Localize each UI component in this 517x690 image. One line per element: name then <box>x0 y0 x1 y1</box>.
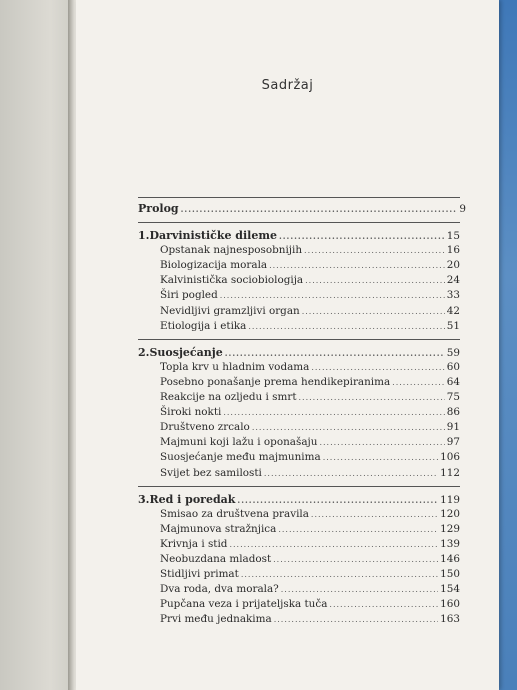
leader-dots <box>304 243 445 258</box>
leader-dots <box>274 612 438 627</box>
section-entry <box>138 537 460 552</box>
section-page: 24 <box>446 274 460 287</box>
leader-dots <box>278 522 438 537</box>
leader-dots <box>279 229 445 244</box>
chapter-group <box>138 223 460 339</box>
section-title: Krivnja i stid <box>160 537 228 550</box>
section-page: 42 <box>446 304 460 317</box>
leader-dots <box>323 450 438 465</box>
section-page: 120 <box>440 507 460 520</box>
chapter-heading <box>138 345 460 360</box>
section-title: Široki nokti <box>160 406 222 419</box>
leader-dots <box>229 537 438 552</box>
chapter-number: 1. <box>138 229 150 243</box>
section-entry <box>138 507 460 522</box>
section-page: 97 <box>446 436 460 449</box>
leader-dots <box>248 319 444 334</box>
chapter-page: 59 <box>446 346 460 359</box>
table-of-contents <box>138 197 466 632</box>
section-title: Etiologija i etika <box>160 319 247 332</box>
section-page: 154 <box>440 583 460 596</box>
section-entry <box>138 304 460 319</box>
section-entry <box>138 582 460 597</box>
section-title: Reakcije na ozljedu i smrt <box>160 391 297 404</box>
leader-dots <box>319 435 444 450</box>
leader-dots <box>311 507 438 522</box>
section-entry <box>138 567 460 582</box>
section-entry <box>138 288 460 303</box>
chapter-page: 119 <box>440 493 460 506</box>
section-page: 112 <box>440 466 460 479</box>
section-page: 150 <box>440 568 460 581</box>
leader-dots <box>273 552 438 567</box>
chapter-title: Suosjećanje <box>149 345 223 359</box>
section-page: 33 <box>446 289 460 302</box>
section-page: 139 <box>440 537 460 550</box>
entry-title: Prolog <box>138 202 179 215</box>
section-title: Dva roda, dva morala? <box>160 583 279 596</box>
section-title: Majmunova stražnjica <box>160 522 277 535</box>
section-title: Stidljivi primat <box>160 568 239 581</box>
section-title: Pupčana veza i prijateljska tuča <box>160 598 328 611</box>
section-page: 129 <box>440 522 460 535</box>
chapter-group <box>138 487 460 633</box>
section-page: 75 <box>446 391 460 404</box>
section-page: 146 <box>440 552 460 565</box>
section-entry <box>138 450 460 465</box>
section-page: 64 <box>446 375 460 388</box>
section-title: Opstanak najnesposobnijih <box>160 244 303 257</box>
prolog-entry <box>138 198 466 222</box>
chapters-list <box>138 222 460 632</box>
section-title: Suosjećanje među majmunima <box>160 451 321 464</box>
section-page: 91 <box>446 421 460 434</box>
chapter-number: 2. <box>138 345 150 359</box>
section-entry <box>138 597 460 612</box>
chapter-heading <box>138 492 460 507</box>
leader-dots <box>225 346 445 361</box>
section-entry <box>138 552 460 567</box>
section-entry <box>138 435 460 450</box>
leader-dots <box>252 420 445 435</box>
section-entry <box>138 273 460 288</box>
section-title: Neobuzdana mladost <box>160 552 272 565</box>
leader-dots <box>329 597 438 612</box>
chapter-title: Darvinističke dileme <box>149 229 277 243</box>
section-entry <box>138 375 460 390</box>
leader-dots <box>220 288 445 303</box>
leader-dots <box>392 375 445 390</box>
section-title: Majmuni koji lažu i oponašaju <box>160 436 318 449</box>
leader-dots <box>299 390 445 405</box>
section-title: Društveno zrcalo <box>160 421 250 434</box>
book-page <box>76 0 499 690</box>
chapter-heading <box>138 228 460 243</box>
chapter-title: Red i poredak <box>149 492 236 506</box>
section-page: 20 <box>446 259 460 272</box>
section-title: Biologizacija morala <box>160 259 268 272</box>
chapter-group <box>138 340 460 486</box>
leader-dots <box>264 466 438 481</box>
section-title: Kalvinistička sociobiologija <box>160 274 304 287</box>
section-title: Širi pogled <box>160 289 218 302</box>
leader-dots <box>181 202 458 217</box>
leader-dots <box>311 360 444 375</box>
section-title: Smisao za društvena pravila <box>160 507 309 520</box>
leader-dots <box>305 273 445 288</box>
section-entry <box>138 360 460 375</box>
section-entry <box>138 243 460 258</box>
section-title: Nevidljivi gramzljivi organ <box>160 304 300 317</box>
section-entry <box>138 390 460 405</box>
section-entry <box>138 466 460 481</box>
leader-dots <box>241 567 438 582</box>
entry-page: 9 <box>459 203 466 215</box>
leader-dots <box>281 582 438 597</box>
left-page-edge <box>0 0 72 690</box>
leader-dots <box>269 258 445 273</box>
section-entry <box>138 612 460 627</box>
leader-dots <box>302 304 445 319</box>
page-title: Sadržaj <box>261 78 314 93</box>
section-title: Posebno ponašanje prema hendikepiranima <box>160 375 391 388</box>
section-title: Topla krv u hladnim vodama <box>160 360 310 373</box>
section-page: 16 <box>446 244 460 257</box>
section-page: 106 <box>440 451 460 464</box>
section-title: Prvi među jednakima <box>160 613 272 626</box>
section-page: 160 <box>440 598 460 611</box>
section-entry <box>138 522 460 537</box>
section-page: 60 <box>446 360 460 373</box>
section-page: 86 <box>446 406 460 419</box>
section-page: 51 <box>446 319 460 332</box>
section-entry <box>138 405 460 420</box>
section-entry <box>138 258 460 273</box>
section-page: 163 <box>440 613 460 626</box>
leader-dots <box>237 493 438 508</box>
chapter-page: 15 <box>446 230 460 243</box>
chapter-number: 3. <box>138 492 150 506</box>
leader-dots <box>223 405 444 420</box>
section-title: Svijet bez samilosti <box>160 466 262 479</box>
section-entry <box>138 420 460 435</box>
section-entry <box>138 319 460 334</box>
